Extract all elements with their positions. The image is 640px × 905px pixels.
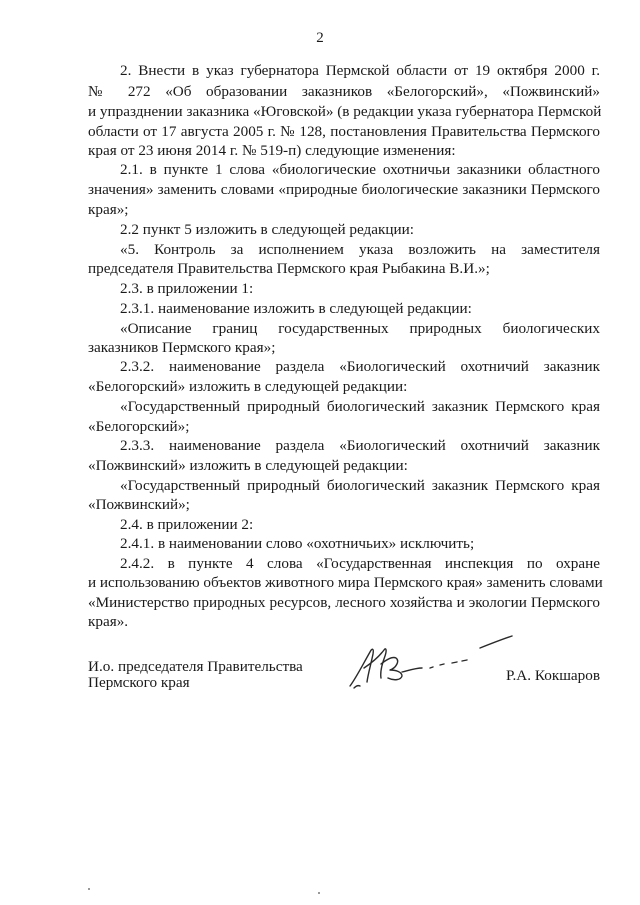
signatory-name: Р.А. Кокшаров — [505, 667, 600, 684]
text-line: 2.4. в приложении 2: — [120, 516, 254, 533]
text-line: края от 23 июня 2014 г. № 519-п) следующие изменения: — [88, 142, 456, 159]
text-line: «Белогорский»; — [88, 418, 190, 435]
text-line: председателя Правительства Пермского края Рыбакина В.И.»; — [88, 260, 490, 277]
text-line: 2.4.1. в наименовании слово «охотничьих» исключить; — [120, 535, 475, 552]
text-line: 2.2 пункт 5 изложить в следующей редакции: — [120, 221, 414, 238]
text-line: и использованию объектов животного мира Пермского края» заменить словами — [88, 574, 603, 591]
text-line: и упразднении заказника «Юговской» (в редакции указа губернатора Пермской — [88, 103, 602, 120]
text-line: области от 17 августа 2005 г. № 128, постановления Правительства Пермского — [88, 123, 600, 140]
handwritten-signature — [340, 628, 520, 692]
signatory-title-line1: И.о. председателя Правительства — [88, 658, 303, 675]
text-line: 2.3. в приложении 1: — [120, 280, 254, 297]
text-line: «5. Контроль за исполнением указа возложить на заместителя — [120, 241, 600, 258]
text-line: «Государственный природный биологический заказник Пермского края — [120, 398, 600, 415]
text-line: «Министерство природных ресурсов, лесного хозяйства и экологии Пермского — [88, 594, 600, 611]
signatory-title-line2: Пермского края — [88, 674, 190, 691]
text-line: «Описание границ государственных природных биологических — [120, 320, 600, 337]
text-line: края». — [88, 613, 129, 630]
text-line: 2.3.2. наименование раздела «Биологический охотничий заказник — [120, 358, 600, 375]
text-line: 2. Внести в указ губернатора Пермской области от 19 октября 2000 г. — [120, 62, 600, 79]
text-line: 2.1. в пункте 1 слова «биологические охотничьи заказники областного — [120, 161, 600, 178]
text-line: «Белогорский» изложить в следующей редакции: — [88, 378, 408, 395]
text-line: «Государственный природный биологический заказник Пермского края — [120, 477, 600, 494]
text-line: 2.4.2. в пункте 4 слова «Государственная инспекция по охране — [120, 555, 600, 572]
scan-speck — [318, 892, 320, 894]
text-line: значения» заменить словами «природные биологические заказники Пермского — [88, 181, 600, 198]
text-line: 2.3.3. наименование раздела «Биологический охотничий заказник — [120, 437, 600, 454]
text-line: заказников Пермского края»; — [88, 339, 276, 356]
page-number: 2 — [316, 30, 324, 46]
text-line: «Пожвинский»; — [88, 496, 190, 513]
text-line: 2.3.1. наименование изложить в следующей редакции: — [120, 300, 472, 317]
text-line: края»; — [88, 201, 129, 218]
text-line: № 272 «Об образовании заказников «Белогорский», «Пожвинский» — [88, 83, 600, 100]
text-line: «Пожвинский» изложить в следующей редакции: — [88, 457, 408, 474]
scan-speck — [88, 888, 90, 890]
